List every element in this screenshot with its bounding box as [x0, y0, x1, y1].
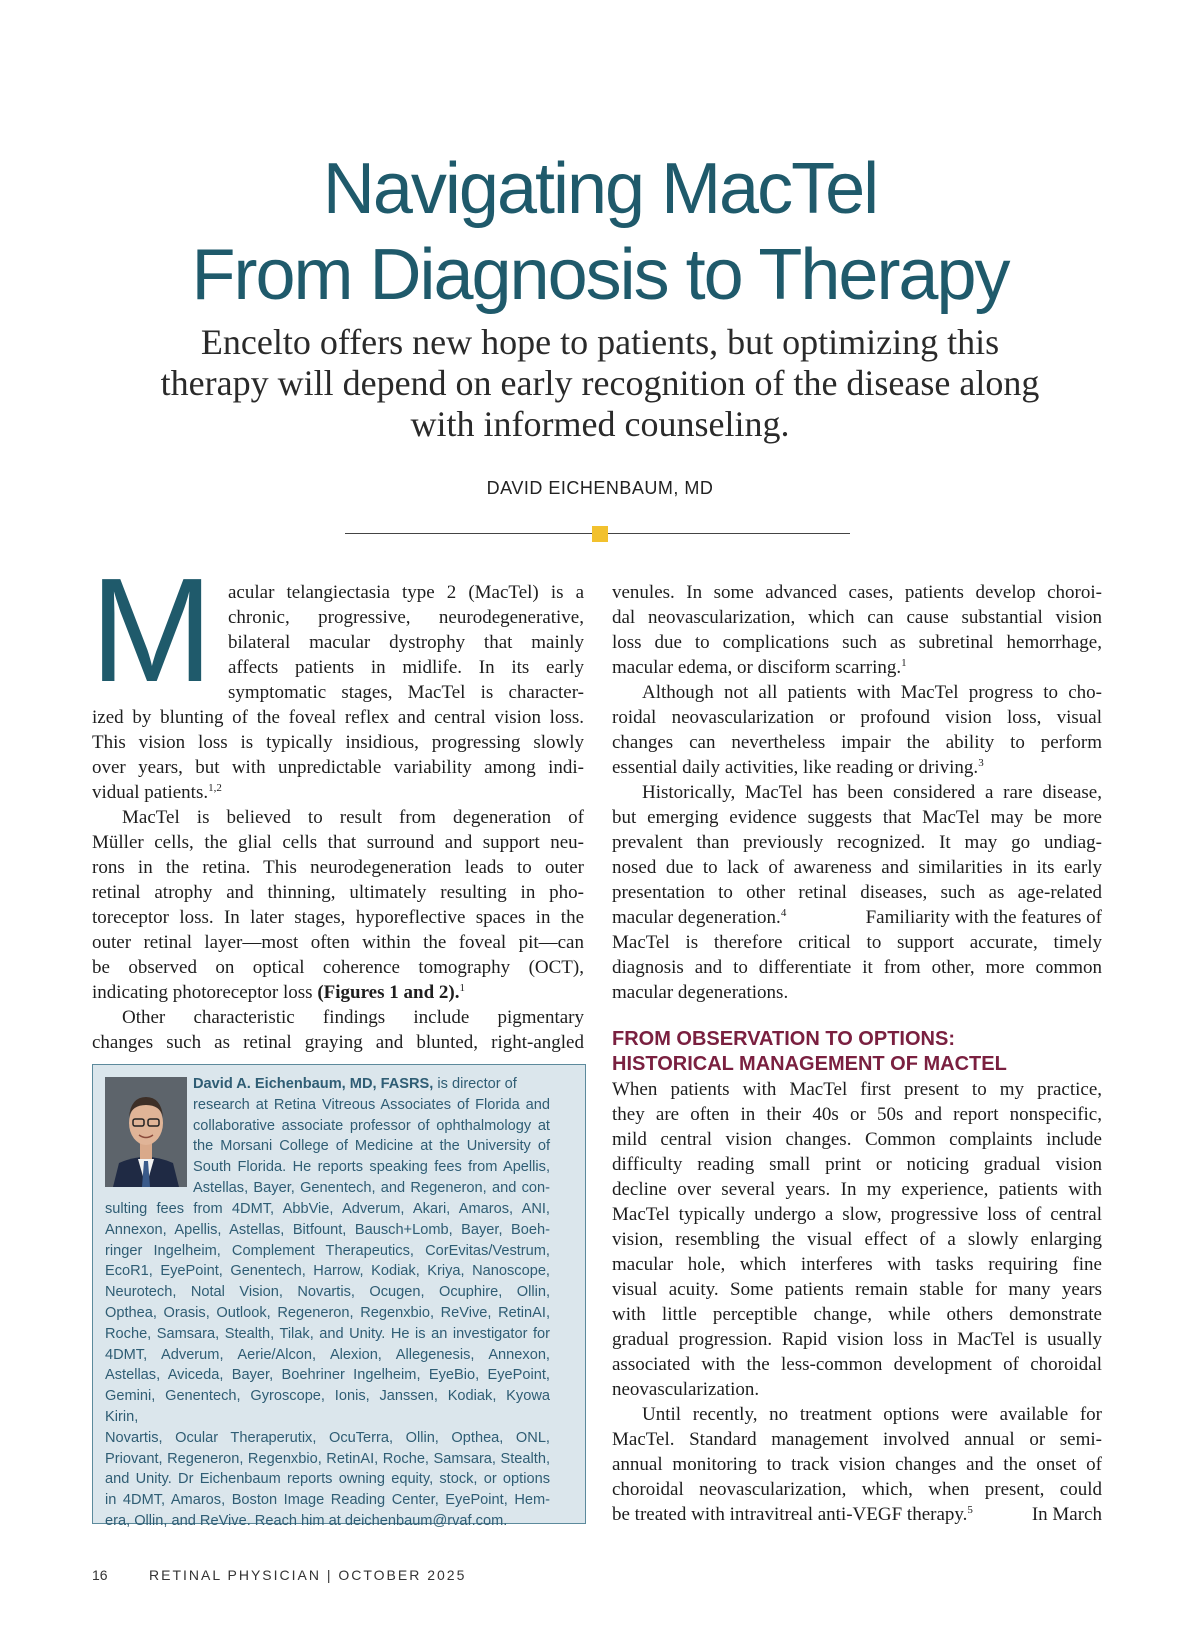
text-line: presentation to other retinal diseases, such as age-related — [612, 882, 1102, 903]
text-line: venules. In some advanced cases, patients develop choroi- — [612, 582, 1102, 603]
right-column-body-a — [612, 580, 1102, 1005]
reference-marker: 3 — [978, 757, 984, 769]
text-line: acular telangiectasia type 2 (MacTel) is a — [228, 582, 584, 603]
text-line: chronic, progressive, neurodegenerative, — [228, 607, 584, 628]
text-line: macular degenerations. — [612, 982, 789, 1003]
bio-line: Novartis, Ocular Theraperutix, OcuTerra, Ollin, Opthea, ONL, — [105, 1429, 550, 1446]
text-line: ized by blunting of the foveal reflex and central vision loss. — [92, 707, 584, 728]
text-line: neovascularization. — [612, 1379, 760, 1400]
text-line — [92, 980, 584, 1005]
text-line: This vision loss is typically insidious, progressing slowly — [92, 732, 584, 753]
text-line: mild central vision changes. Common complaints include — [612, 1129, 1102, 1150]
text-line: affects patients in midlife. In its early — [228, 657, 584, 678]
author-portrait-icon — [105, 1077, 187, 1187]
text-line: difficulty reading small print or noticing gradual vision — [612, 1154, 1102, 1175]
author-byline: DAVID EICHENBAUM, MD — [486, 478, 714, 498]
bio-line: Roche, Samsara, Stealth, Tilak, and Unity. He is an investigator for — [105, 1325, 550, 1342]
text-line: rons in the retina. This neurodegeneration leads to outer — [92, 857, 584, 878]
bio-text-full-width — [105, 1199, 550, 1532]
text-line: dal neovascularization, which can cause substantial vision — [612, 607, 1102, 628]
bio-line: Neurotech, Notal Vision, Novartis, Ocugen, Ocuphire, Ollin, — [105, 1284, 550, 1301]
text-line: loss due to complications such as subretinal hemorrhage, — [612, 632, 1102, 653]
text-line: associated with the less-common development of choroidal — [612, 1354, 1102, 1375]
bio-line: sulting fees from 4DMT, AbbVie, Adverum, Akari, Amaros, ANI, — [105, 1201, 550, 1217]
left-column-dropcap-text — [228, 580, 584, 705]
text-line — [92, 780, 584, 805]
bio-line: EcoR1, EyePoint, Genentech, Harrow, Kodiak, Kriya, Nanoscope, — [105, 1263, 550, 1280]
bio-line: and Unity. Dr Eichenbaum reports owning equity, stock, or options — [105, 1471, 550, 1488]
text-line: symptomatic stages, MacTel is character- — [228, 682, 584, 703]
subtitle-line: with informed counseling. — [410, 404, 790, 444]
text-line: annual monitoring to track vision changes and the onset of — [612, 1454, 1102, 1475]
right-column-body-b — [612, 1077, 1102, 1527]
text-line — [612, 755, 1102, 780]
publication-footer: RETINAL PHYSICIAN | OCTOBER 2025 — [149, 1567, 467, 1583]
line-text: vidual patients. — [92, 782, 209, 803]
text-line: roidal neovascularization or profound vision loss, visual — [612, 707, 1102, 728]
bio-line: collaborative associate professor of ophthalmology at — [193, 1117, 550, 1134]
text-line: be observed on optical coherence tomography (OCT), — [92, 957, 584, 978]
title-line-1: Navigating MacTel — [322, 149, 878, 229]
reference-marker: 5 — [967, 1504, 973, 1516]
bio-line: Astellas, Aviceda, Bayer, Boehriner Ingelheim, EyeBio, EyePoint, — [105, 1367, 550, 1384]
bio-line: in 4DMT, Amaros, Boston Image Reading Center, EyePoint, Hem- — [105, 1492, 550, 1509]
line-text: Familiarity with the features of — [865, 907, 1102, 928]
text-segment — [612, 905, 786, 930]
article-title — [0, 146, 1200, 318]
bio-line: 4DMT, Adverum, Aerie/Alcon, Alexion, Allegenesis, Annexon, — [105, 1346, 550, 1363]
text-line: they are often in their 40s or 50s and report nonspecific, — [612, 1104, 1102, 1125]
text-line: prevalent than previously recognized. It may go undiag- — [612, 832, 1102, 853]
text-line: outer retinal layer—most often within the foveal pit—can — [92, 932, 584, 953]
text-line: MacTel typically undergo a slow, progressive loss of central — [612, 1204, 1102, 1225]
text-line: vision, resembling the visual effect of a slowly enlarging — [612, 1229, 1102, 1250]
subtitle-line: therapy will depend on early recognition of the disease along — [160, 363, 1040, 403]
text-line: changes can nevertheless impair the ability to perform — [612, 732, 1102, 753]
text-line: Although not all patients with MacTel progress to cho- — [642, 682, 1102, 703]
text-line: MacTel. Standard management involved annual or semi- — [612, 1429, 1102, 1450]
drop-cap: M — [90, 548, 214, 713]
bio-line: era, Ollin, and ReVive. Reach him at deichenbaum@rvaf.com. — [105, 1512, 508, 1529]
reference-marker: 1 — [459, 982, 465, 994]
text-line: Other characteristic findings include pigmentary — [122, 1007, 584, 1028]
text-line: MacTel is therefore critical to support accurate, timely — [612, 932, 1102, 953]
title-line-2: From Diagnosis to Therapy — [191, 235, 1009, 315]
bio-line: the Morsani College of Medicine at the University of — [193, 1138, 550, 1155]
text-line — [612, 905, 1102, 930]
author-photo — [105, 1077, 187, 1187]
reference-marker: 1,2 — [208, 782, 222, 794]
text-line: nosed due to lack of awareness and similarities in its early — [612, 857, 1102, 878]
text-line: diagnosis and to differentiate it from other, more common — [612, 957, 1102, 978]
left-column-body — [92, 705, 584, 1055]
text-line: visual acuity. Some patients remain stable for many years — [612, 1279, 1102, 1300]
text-line: bilateral macular dystrophy that mainly — [228, 632, 584, 653]
text-line: Müller cells, the glial cells that surround and support neu- — [92, 832, 584, 853]
reference-marker: 1 — [901, 657, 907, 669]
article-subtitle — [90, 322, 1110, 445]
text-line — [612, 1502, 1102, 1527]
text-line: Historically, MacTel has been considered a rare disease, — [642, 782, 1102, 803]
section-heading-line-1: FROM OBSERVATION TO OPTIONS: — [612, 1028, 955, 1050]
bio-line: Gemini, Genentech, Gyroscope, Ionis, Janssen, Kodiak, Kyowa Kirin, — [105, 1388, 550, 1425]
text-line — [612, 655, 1102, 680]
section-heading — [612, 1027, 1102, 1077]
text-line: but emerging evidence suggests that MacTel may be more — [612, 807, 1102, 828]
text-line: toreceptor loss. In later stages, hyporeflective spaces in the — [92, 907, 584, 928]
bio-text-beside-photo — [193, 1074, 550, 1199]
bio-line: ringer Ingelheim, Complement Therapeutics, CorEvitas/Vestrum, — [105, 1242, 550, 1259]
bio-line: research at Retina Vitreous Associates of Florida and — [193, 1096, 550, 1113]
line-text: In March — [1031, 1504, 1102, 1525]
line-text: indicating photoreceptor loss — [92, 982, 318, 1003]
divider-line-left — [345, 533, 592, 534]
bio-line: Astellas, Bayer, Genentech, and Regeneron, and con- — [193, 1179, 550, 1196]
page-number: 16 — [92, 1567, 108, 1583]
subtitle-line: Encelto offers new hope to patients, but optimizing this — [200, 322, 1000, 362]
text-line: gradual progression. Rapid vision loss in MacTel is usually — [612, 1329, 1102, 1350]
text-line: choroidal neovascularization, which, when present, could — [612, 1479, 1102, 1500]
text-line: MacTel is believed to result from degeneration of — [122, 807, 584, 828]
divider-square-icon — [592, 526, 608, 542]
line-text: be treated with intravitreal anti-VEGF therapy. — [612, 1504, 968, 1525]
text-line: changes such as retinal graying and blunted, right-angled — [92, 1032, 584, 1053]
divider-line-right — [608, 533, 850, 534]
bio-line: South Florida. He reports speaking fees from Apellis, — [193, 1159, 550, 1176]
reference-marker: 4 — [780, 907, 787, 919]
bio-text: is director of — [433, 1076, 517, 1092]
text-line: When patients with MacTel first present to my practice, — [612, 1079, 1102, 1100]
bio-line — [193, 1074, 550, 1095]
text-segment — [612, 1502, 973, 1527]
section-heading-line-2: HISTORICAL MANAGEMENT OF MACTEL — [612, 1053, 1007, 1075]
line-text: macular edema, or disciform scarring. — [612, 657, 902, 678]
text-line: Until recently, no treatment options were available for — [642, 1404, 1102, 1425]
line-text: macular degeneration. — [612, 907, 781, 928]
bio-line: Opthea, Orasis, Outlook, Regeneron, Regenxbio, ReVive, RetinAI, — [105, 1304, 550, 1321]
text-line: macular hole, which interferes with tasks requiring fine — [612, 1254, 1102, 1275]
bio-line: Priovant, Regeneron, Regenxbio, RetinAI, Roche, Samsara, Stealth, — [105, 1450, 550, 1467]
text-line: retinal atrophy and thinning, ultimately resulting in pho- — [92, 882, 584, 903]
bio-line: Annexon, Apellis, Astellas, Bitfount, Bausch+Lomb, Bayer, Boeh- — [105, 1221, 550, 1238]
line-text: essential daily activities, like reading or driving. — [612, 757, 979, 778]
bio-author-name: David A. Eichenbaum, MD, FASRS, — [193, 1076, 434, 1092]
text-line: over years, but with unpredictable variability among indi- — [92, 757, 584, 778]
text-line: with little perceptible change, while others demonstrate — [612, 1304, 1102, 1325]
text-line: decline over several years. In my experience, patients with — [612, 1179, 1102, 1200]
figure-reference: (Figures 1 and 2). — [317, 982, 460, 1003]
